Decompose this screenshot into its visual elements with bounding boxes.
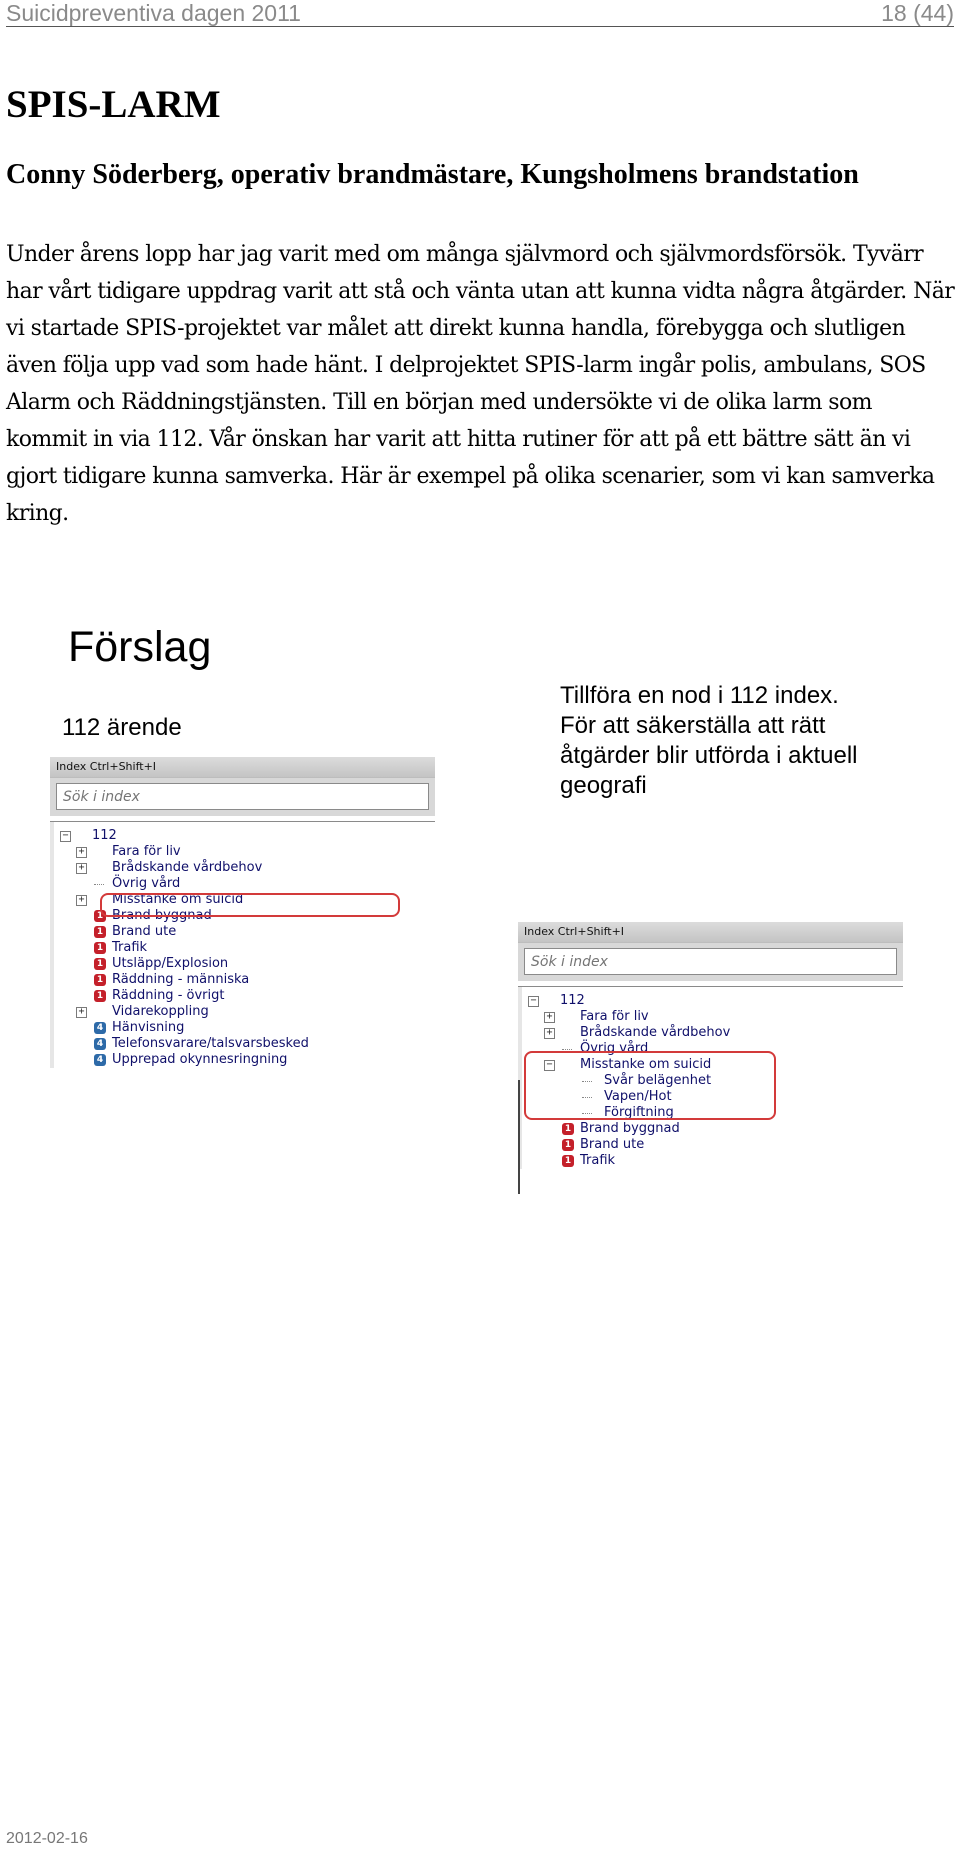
- priority-1-icon: 1: [94, 942, 106, 954]
- tree-node-label: Vapen/Hot: [604, 1089, 672, 1104]
- tree-node-label: Räddning - övrigt: [112, 988, 225, 1003]
- tree-node[interactable]: [50, 1004, 435, 1020]
- tree-connector: [562, 1049, 572, 1050]
- index-tree: [50, 821, 435, 1068]
- expand-icon[interactable]: +: [544, 1012, 555, 1023]
- index-panel-right: [518, 922, 903, 1194]
- tree-node-label: Hänvisning: [112, 1020, 185, 1035]
- proposal-text: [560, 681, 940, 801]
- priority-1-icon: 1: [94, 958, 106, 970]
- proposal-line: åtgärder blir utförda i aktuell: [560, 742, 858, 769]
- tree-node-label: Brand ute: [580, 1137, 645, 1152]
- tree-node-label: Övrig vård: [112, 876, 181, 891]
- index-caption: Index Ctrl+Shift+I: [518, 922, 903, 943]
- tree-node-label: Förgiftning: [604, 1105, 674, 1120]
- expand-icon[interactable]: +: [76, 847, 87, 858]
- collapse-icon[interactable]: −: [544, 1060, 555, 1071]
- panel-border-line: [518, 1080, 520, 1194]
- tree-node[interactable]: [50, 924, 435, 940]
- tree-node-label: Vidarekoppling: [112, 1004, 209, 1019]
- header-document-title: Suicidpreventiva dagen 2011: [6, 0, 301, 26]
- article-title: SPIS-LARM: [6, 83, 221, 126]
- tree-node-label: Övrig vård: [580, 1041, 649, 1056]
- tree-node-label: Fara för liv: [112, 844, 181, 859]
- tree-node[interactable]: [518, 1121, 903, 1137]
- page-header: [6, 0, 954, 27]
- tree-connector: [94, 884, 104, 885]
- tree-node-label: Upprepad okynnesringning: [112, 1052, 288, 1067]
- expand-icon[interactable]: +: [76, 863, 87, 874]
- tree-root-node[interactable]: [518, 993, 903, 1009]
- slide-title: Förslag: [68, 623, 212, 671]
- tree-node-label: Räddning - människa: [112, 972, 250, 987]
- collapse-icon[interactable]: −: [528, 996, 539, 1007]
- priority-1-icon: 1: [562, 1139, 574, 1151]
- tree-node-label: Telefonsvarare/talsvarsbesked: [112, 1036, 309, 1051]
- tree-node-label: Brådskande vårdbehov: [580, 1025, 731, 1040]
- search-bar: [518, 943, 903, 981]
- tree-node[interactable]: [50, 956, 435, 972]
- article-author: Conny Söderberg, operativ brandmästare, Kungsholmens brandstation: [6, 159, 859, 190]
- priority-1-icon: 1: [94, 990, 106, 1002]
- tree-root-node[interactable]: [50, 828, 435, 844]
- suicid-highlight: [524, 1051, 776, 1120]
- tree-node[interactable]: [518, 1153, 903, 1169]
- expand-icon[interactable]: +: [76, 1007, 87, 1018]
- tree-node-label: Brand byggnad: [112, 908, 212, 923]
- priority-1-icon: 1: [94, 926, 106, 938]
- index-caption: Index Ctrl+Shift+I: [50, 757, 435, 778]
- page-footer-date: 2012-02-16: [6, 1830, 88, 1847]
- label-112-case: 112 ärende: [62, 714, 182, 741]
- tree-node-label: Utsläpp/Explosion: [112, 956, 229, 971]
- tree-node[interactable]: [50, 844, 435, 860]
- tree-node-label: Brand byggnad: [580, 1121, 680, 1136]
- collapse-icon[interactable]: −: [60, 831, 71, 842]
- tree-node[interactable]: [518, 1025, 903, 1041]
- tree-node[interactable]: [50, 1020, 435, 1036]
- article-body: Under årens lopp har jag varit med om många självmord och självmordsförsök. Tyvärr har vårt tidigare uppdrag varit att stå och vänta utan att kunna vidta några åtgärder. När vi startade SPIS-projektet var målet att direkt kunna handla, förebygga och slutligen även följa upp vad som hade hänt. I delprojektet SPIS-larm ingår polis, ambulans, SOS Alarm och Räddningstjänsten. Till en början med undersökte vi de olika larm som kommit in via 112. Vår önskan har varit att hitta rutiner för att på ett bättre sätt än vi gjort tidigare kunna samverka. Här är exempel på olika scenarier, som vi kan samverka kring.: [6, 242, 955, 526]
- proposal-line: Tillföra en nod i 112 index.: [560, 682, 839, 709]
- tree-node[interactable]: [518, 1009, 903, 1025]
- priority-4-icon: 4: [94, 1022, 106, 1034]
- priority-1-icon: 1: [94, 974, 106, 986]
- tree-node[interactable]: [50, 876, 435, 892]
- proposal-line: För att säkerställa att rätt: [560, 712, 826, 739]
- priority-4-icon: 4: [94, 1038, 106, 1050]
- tree-node-label: 112: [560, 993, 585, 1008]
- tree-node-label: 112: [92, 828, 117, 843]
- tree-node[interactable]: [50, 1052, 435, 1068]
- tree-node[interactable]: [50, 972, 435, 988]
- suicid-highlight: [100, 893, 400, 917]
- tree-node-label: Misstanke om suicid: [112, 892, 244, 907]
- tree-node-label: Fara för liv: [580, 1009, 649, 1024]
- search-input[interactable]: [524, 948, 897, 975]
- search-input[interactable]: [56, 783, 429, 810]
- tree-node-label: Brand ute: [112, 924, 177, 939]
- proposal-line: geografi: [560, 772, 647, 799]
- tree-node-label: Svår belägenhet: [604, 1073, 712, 1088]
- priority-1-icon: 1: [562, 1123, 574, 1135]
- tree-node[interactable]: [50, 1036, 435, 1052]
- priority-4-icon: 4: [94, 1054, 106, 1066]
- tree-node[interactable]: [50, 860, 435, 876]
- priority-1-icon: 1: [562, 1155, 574, 1167]
- expand-icon[interactable]: +: [544, 1028, 555, 1039]
- tree-node-label: Brådskande vårdbehov: [112, 860, 263, 875]
- search-bar: [50, 778, 435, 816]
- tree-node-label: Trafik: [580, 1153, 616, 1168]
- expand-icon[interactable]: +: [76, 895, 87, 906]
- tree-node[interactable]: [50, 940, 435, 956]
- header-page-number: 18 (44): [881, 0, 954, 26]
- tree-node-label: Trafik: [112, 940, 148, 955]
- tree-node[interactable]: [50, 988, 435, 1004]
- tree-node-label: Misstanke om suicid: [580, 1057, 712, 1072]
- priority-1-icon: 1: [94, 910, 106, 922]
- tree-node[interactable]: [518, 1137, 903, 1153]
- index-panel-left: [50, 757, 435, 1075]
